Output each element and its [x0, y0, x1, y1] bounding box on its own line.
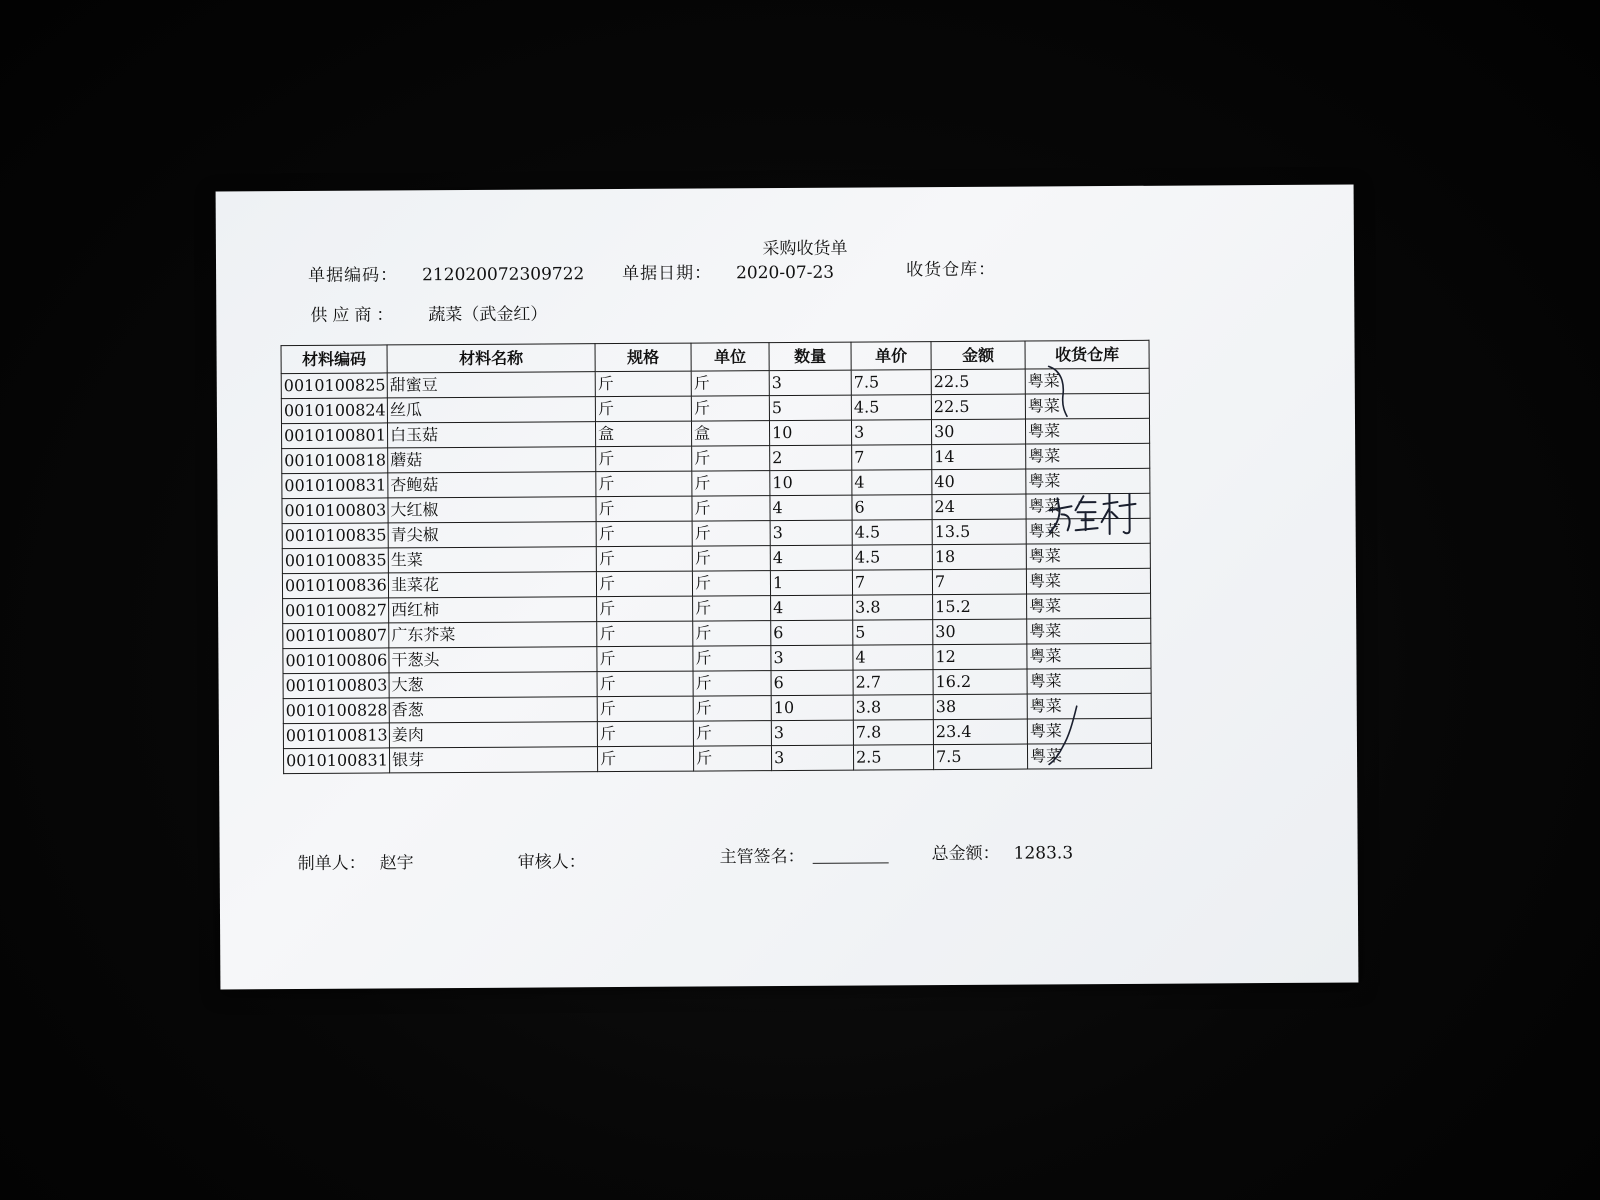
header-quantity: 数量	[769, 342, 851, 371]
cell-amount: 12	[933, 644, 1027, 670]
cell-amount: 30	[933, 619, 1027, 645]
cell-material-name: 韭菜花	[388, 572, 596, 598]
cell-unit: 斤	[691, 371, 769, 396]
warehouse-field	[906, 255, 1020, 281]
cell-quantity: 3	[771, 720, 853, 746]
cell-amount: 7.5	[933, 744, 1027, 770]
cell-unit-price: 4	[853, 645, 933, 670]
receipt-paper	[216, 185, 1359, 990]
cell-quantity: 3	[771, 645, 853, 671]
doc-number-value: 212020072309722	[422, 264, 585, 286]
cell-amount: 22.5	[931, 394, 1025, 420]
supplier-field	[310, 299, 547, 325]
cell-unit: 斤	[693, 746, 771, 771]
cell-warehouse: 粤菜	[1026, 568, 1150, 594]
cell-warehouse: 粤菜	[1027, 668, 1151, 694]
cell-unit: 斤	[693, 646, 771, 671]
cell-warehouse: 粤菜	[1027, 618, 1151, 644]
cell-spec: 斤	[597, 746, 693, 772]
doc-date-value: 2020-07-23	[736, 262, 835, 284]
cell-spec: 斤	[596, 546, 692, 572]
cell-unit: 斤	[693, 696, 771, 721]
cell-amount: 14	[932, 444, 1026, 470]
header-unit: 单位	[691, 343, 769, 371]
cell-unit: 斤	[692, 446, 770, 471]
cell-spec: 斤	[597, 721, 693, 747]
cell-unit-price: 6	[852, 495, 932, 520]
cell-warehouse: 粤菜	[1027, 693, 1151, 719]
cell-unit: 斤	[692, 521, 770, 546]
cell-warehouse: 粤菜	[1026, 468, 1150, 494]
cell-material-name: 白玉菇	[387, 422, 595, 448]
document-title: 采购收货单	[762, 238, 848, 260]
cell-unit-price: 2.5	[853, 745, 933, 770]
cell-spec: 盒	[595, 421, 691, 447]
cell-unit: 斤	[692, 496, 770, 521]
total-field	[932, 838, 1074, 864]
cell-warehouse: 粤菜	[1027, 718, 1151, 744]
cell-material-name: 广东芥菜	[389, 622, 597, 648]
cell-quantity: 5	[769, 395, 851, 421]
doc-date-label: 单据日期：	[622, 263, 713, 285]
cell-quantity: 6	[771, 670, 853, 696]
cell-quantity: 6	[771, 620, 853, 646]
cell-material-name: 银芽	[389, 747, 597, 773]
cell-warehouse: 粤菜	[1025, 393, 1149, 419]
cell-spec: 斤	[596, 496, 692, 522]
doc-number-field	[308, 259, 584, 286]
reviewer-label: 审核人：	[517, 852, 586, 873]
cell-spec: 斤	[596, 521, 692, 547]
cell-unit-price: 3	[851, 420, 931, 445]
cell-amount: 18	[932, 544, 1026, 570]
header-unit-price: 单价	[851, 342, 931, 370]
cell-material-code: 0010100831	[283, 748, 389, 774]
cell-warehouse: 粤菜	[1026, 443, 1150, 469]
cell-material-code: 0010100836	[282, 573, 388, 599]
cell-material-code: 0010100835	[282, 548, 388, 574]
cell-quantity: 10	[770, 470, 852, 496]
cell-unit-price: 3.8	[853, 695, 933, 720]
header-material-name: 材料名称	[387, 344, 595, 373]
cell-material-name: 干葱头	[389, 647, 597, 673]
cell-warehouse: 粤菜	[1026, 543, 1150, 569]
cell-quantity: 2	[770, 445, 852, 471]
maker-value: 赵宇	[379, 853, 414, 874]
reviewer-field	[518, 847, 600, 873]
cell-quantity: 3	[771, 745, 853, 771]
warehouse-label: 收货仓库：	[906, 259, 997, 281]
cell-material-code: 0010100827	[283, 598, 389, 624]
cell-amount: 40	[932, 469, 1026, 495]
cell-unit: 盒	[691, 421, 769, 446]
cell-warehouse: 粤菜	[1027, 593, 1151, 619]
cell-unit: 斤	[693, 596, 771, 621]
cell-spec: 斤	[597, 621, 693, 647]
cell-spec: 斤	[596, 446, 692, 472]
cell-material-code: 0010100803	[283, 673, 389, 699]
cell-amount: 23.4	[933, 719, 1027, 745]
cell-amount: 30	[931, 419, 1025, 445]
cell-unit-price: 2.7	[853, 670, 933, 695]
cell-material-name: 杏鲍菇	[388, 472, 596, 498]
supervisor-field	[720, 841, 889, 867]
cell-spec: 斤	[597, 696, 693, 722]
cell-amount: 16.2	[933, 669, 1027, 695]
cell-unit: 斤	[692, 571, 770, 596]
cell-amount: 15.2	[933, 594, 1027, 620]
cell-material-code: 0010100825	[281, 373, 387, 399]
cell-warehouse: 粤菜	[1025, 418, 1149, 444]
cell-material-name: 大红椒	[388, 497, 596, 523]
cell-material-code: 0010100818	[282, 448, 388, 474]
header-warehouse: 收货仓库	[1025, 340, 1149, 369]
cell-material-code: 0010100828	[283, 698, 389, 724]
cell-quantity: 4	[770, 495, 852, 521]
cell-material-name: 大葱	[389, 672, 597, 698]
cell-unit: 斤	[693, 721, 771, 746]
cell-quantity: 10	[771, 695, 853, 721]
cell-quantity: 3	[769, 370, 851, 396]
cell-quantity: 10	[769, 420, 851, 446]
cell-spec: 斤	[596, 471, 692, 497]
table-body	[281, 368, 1151, 773]
header-amount: 金额	[931, 341, 1025, 370]
doc-date-field	[622, 258, 834, 284]
cell-warehouse: 粤菜	[1026, 493, 1150, 519]
cell-material-code: 0010100813	[283, 723, 389, 749]
cell-unit: 斤	[693, 671, 771, 696]
supervisor-signature-line	[813, 844, 889, 863]
cell-amount: 22.5	[931, 369, 1025, 395]
cell-material-code: 0010100831	[282, 473, 388, 499]
header-material-code: 材料编码	[281, 345, 387, 374]
supplier-label: 供应商：	[310, 305, 399, 326]
cell-warehouse: 粤菜	[1027, 643, 1151, 669]
cell-quantity: 4	[771, 595, 853, 621]
cell-unit-price: 4	[852, 470, 932, 495]
cell-unit-price: 3.8	[853, 595, 933, 620]
cell-material-code: 0010100824	[281, 398, 387, 424]
doc-number-label: 单据编码：	[308, 265, 399, 286]
cell-warehouse: 粤菜	[1025, 368, 1149, 394]
cell-quantity: 1	[770, 570, 852, 596]
cell-spec: 斤	[595, 396, 691, 422]
cell-spec: 斤	[596, 571, 692, 597]
cell-amount: 38	[933, 694, 1027, 720]
cell-unit-price: 4.5	[851, 395, 931, 420]
cell-material-name: 丝瓜	[387, 397, 595, 423]
cell-material-name: 香葱	[389, 697, 597, 723]
cell-warehouse: 粤菜	[1027, 743, 1151, 769]
cell-quantity: 3	[770, 520, 852, 546]
supplier-value: 蔬菜（武金红）	[428, 304, 548, 326]
cell-unit-price: 7.5	[851, 370, 931, 395]
cell-material-name: 西红柿	[389, 597, 597, 623]
total-label: 总金额：	[931, 843, 1000, 865]
cell-material-code: 0010100803	[282, 498, 388, 524]
cell-material-name: 蘑菇	[388, 447, 596, 473]
cell-quantity: 4	[770, 545, 852, 571]
total-value: 1283.3	[1013, 843, 1074, 864]
cell-unit: 斤	[692, 471, 770, 496]
cell-amount: 7	[932, 569, 1026, 595]
cell-material-name: 甜蜜豆	[387, 372, 595, 398]
cell-spec: 斤	[595, 371, 691, 397]
maker-field	[298, 848, 414, 874]
cell-unit: 斤	[692, 546, 770, 571]
cell-material-name: 生菜	[388, 547, 596, 573]
header-spec: 规格	[595, 343, 691, 372]
cell-unit: 斤	[693, 621, 771, 646]
materials-table	[281, 340, 1153, 774]
cell-material-code: 0010100835	[282, 523, 388, 549]
cell-material-code: 0010100806	[283, 648, 389, 674]
cell-spec: 斤	[597, 671, 693, 697]
cell-warehouse: 粤菜	[1026, 518, 1150, 544]
cell-unit-price: 5	[853, 620, 933, 645]
cell-amount: 13.5	[932, 519, 1026, 545]
cell-material-name: 青尖椒	[388, 522, 596, 548]
cell-amount: 24	[932, 494, 1026, 520]
cell-unit: 斤	[691, 396, 769, 421]
cell-unit-price: 4.5	[852, 520, 932, 545]
maker-label: 制单人：	[297, 853, 366, 874]
cell-material-code: 0010100807	[283, 623, 389, 649]
cell-spec: 斤	[597, 596, 693, 622]
cell-unit-price: 7	[852, 445, 932, 470]
cell-spec: 斤	[597, 646, 693, 672]
cell-unit-price: 4.5	[852, 545, 932, 570]
table-row	[283, 743, 1151, 773]
cell-material-name: 姜肉	[389, 722, 597, 748]
cell-unit-price: 7	[852, 570, 932, 595]
cell-unit-price: 7.8	[853, 720, 933, 745]
cell-material-code: 0010100801	[281, 423, 387, 449]
supervisor-label: 主管签名：	[719, 846, 805, 868]
